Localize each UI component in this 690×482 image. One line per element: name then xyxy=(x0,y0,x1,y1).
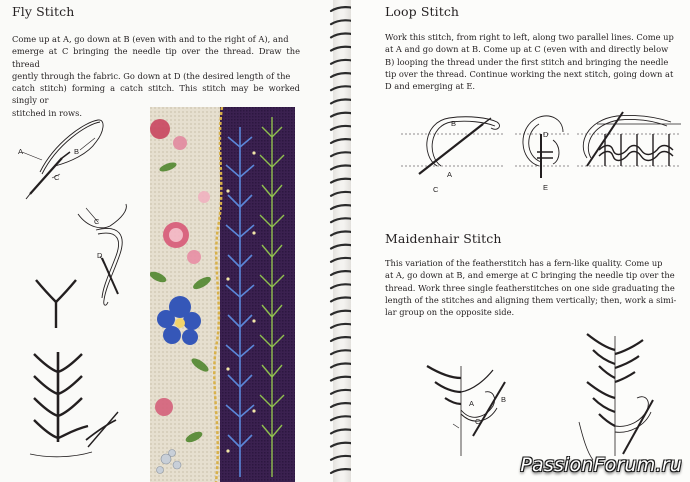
text-line: emerge at C bringing the needle tip over the thread. Draw the thread xyxy=(12,46,300,69)
loop-stitch-instructions xyxy=(385,31,683,92)
figure-label: D xyxy=(97,251,103,260)
fly-stitch-title: Fly Stitch xyxy=(12,4,75,19)
text-line: D and emerging at E. xyxy=(385,81,476,92)
text-line: This variation of the featherstitch has a fern-like quality. Come up xyxy=(385,258,663,268)
fly-stitch-diagrams xyxy=(0,102,150,482)
text-line: catch stitch) forming a catch stitch. This stitch may be worked singly or xyxy=(12,83,300,106)
embroidery-photo-art xyxy=(150,107,295,482)
figure-label: B xyxy=(451,119,457,128)
figure-label: A xyxy=(469,399,475,408)
figure-label: E xyxy=(543,183,549,192)
text-line: gently through the fabric. Go down at D (the desired length of the xyxy=(12,70,291,81)
embroidery-photo xyxy=(150,107,295,482)
figure-label: C xyxy=(54,173,60,182)
figure-label: A xyxy=(18,147,24,156)
text-line: Come up at A, go down at B (even with and to the right of A), and xyxy=(12,34,289,44)
loop-stitch-diagrams xyxy=(391,104,690,194)
figure-label: B xyxy=(74,147,80,156)
watermark: PassionForum.ru xyxy=(520,454,682,476)
loop-stitch-title: Loop Stitch xyxy=(385,4,460,19)
text-line: Work this stitch, from right to left, along two parallel lines. Come up xyxy=(385,32,674,42)
figure-label: C xyxy=(475,417,481,426)
maidenhair-stitch-title: Maidenhair Stitch xyxy=(385,231,502,246)
figure-label: A xyxy=(447,170,453,179)
text-line: at A, go down at B, and emerge at C bringing the needle tip over the xyxy=(385,270,675,281)
text-line: thread. Work three single featherstitches on one side graduating the xyxy=(385,282,675,293)
text-line: stitched in rows. xyxy=(12,107,83,118)
right-page xyxy=(351,0,690,482)
figure-label: C xyxy=(94,217,100,226)
figure-label: C xyxy=(433,185,439,194)
text-line: tip over the thread. Continue working the next stitch, going down at xyxy=(385,68,674,79)
text-line: length of the stitches and aligning them vertically; then, work a simi- xyxy=(385,294,677,305)
maidenhair-stitch-instructions xyxy=(385,257,683,318)
text-line: B) looping the thread under the first stitch and bringing the needle xyxy=(385,56,669,67)
figure-label: B xyxy=(501,395,507,404)
figure-label: D xyxy=(543,130,549,139)
text-line: lar group on the opposite side. xyxy=(385,307,515,318)
text-line: at A and go down at B. Come up at C (even with and directly below xyxy=(385,44,669,55)
left-page xyxy=(0,0,333,482)
